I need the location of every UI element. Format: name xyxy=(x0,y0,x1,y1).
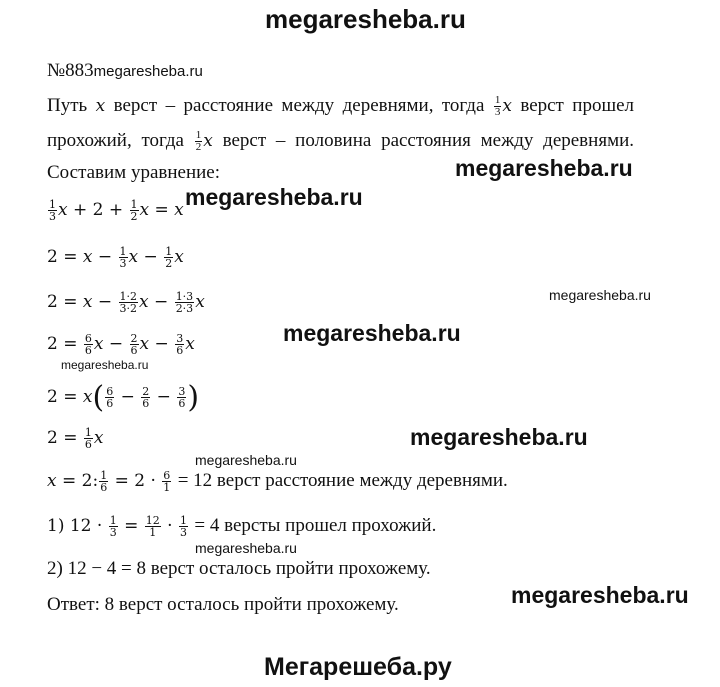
problem-header xyxy=(47,60,203,82)
equation-5: 2 = x( $\frac{6}{6}$ − $\frac{2}{6}$ − $\frac{3}{6}$ ) xyxy=(47,380,200,415)
equation-6: 2 = $\frac{1}{6}$ x xyxy=(47,426,104,451)
intro-text: прохожий, тогда xyxy=(47,130,184,151)
fraction-one-third: $\frac{1}{3}$ xyxy=(494,94,501,119)
step-2: 2) 12 − 4 = 8 верст осталось пройти прохожему. xyxy=(47,558,431,579)
watermark-left-small-1: megaresheba.ru xyxy=(61,358,149,372)
watermark-center-small: megaresheba.ru xyxy=(195,452,297,468)
answer: Ответ: 8 верст осталось пройти прохожему. xyxy=(47,594,399,615)
equation-4: 2 = $\frac{6}{6}$ x − $\frac{2}{6}$ x − $\frac{3}{6}$ x xyxy=(47,332,195,357)
watermark-left-small-2: megaresheba.ru xyxy=(195,540,297,556)
watermark-center: megaresheba.ru xyxy=(283,320,461,346)
intro-text-end: верст – половина расстояния между деревнями. xyxy=(222,130,635,151)
intro-word-path: Путь xyxy=(47,95,88,116)
watermark-bottom-right: megaresheba.ru xyxy=(511,582,689,608)
watermark-inline: megaresheba.ru xyxy=(93,63,203,80)
intro-text: верст – расстояние между деревнями, тогда xyxy=(113,95,485,116)
watermark-footer: Мегарешеба.ру xyxy=(264,653,452,681)
watermark-top: megaresheba.ru xyxy=(265,4,466,34)
step-1: 1) 12 · $\frac{1}{3}$ = $\frac{12}{1}$ · $\frac{1}{3}$ = 4 версты прошел прохожий. xyxy=(47,514,437,539)
watermark-right-bold-2: megaresheba.ru xyxy=(410,424,588,450)
intro-text-end: верст прошел xyxy=(520,95,634,116)
equation-7: x = 2: $\frac{1}{6}$ = 2 · $\frac{6}{1}$ = 12 верст расстояние между деревнями. xyxy=(47,469,508,494)
watermark-right-small: megaresheba.ru xyxy=(549,287,651,303)
watermark-mid-right: megaresheba.ru xyxy=(455,155,633,181)
intro-line-3: Составим уравнение: xyxy=(47,162,221,183)
equation-3: 2 = x − $\frac{1\cdot 2}{3\cdot 2}$ x − $\frac{1\cdot 3}{2\cdot 3}$ x xyxy=(47,290,205,315)
var-x: x xyxy=(95,96,106,116)
equation-2: 2 = x − $\frac{1}{3}$ x − $\frac{1}{2}$ x xyxy=(47,245,184,270)
problem-number: №883 xyxy=(47,60,94,81)
fraction-one-half: $\frac{1}{2}$ xyxy=(195,129,202,154)
intro-line-1: Путь x верст – расстояние между деревнями, тогда $\frac{1}{3}$ x верст прошел xyxy=(47,94,634,119)
intro-line-2: прохожий, тогда $\frac{1}{2}$ x верст – половина расстояния между деревнями. xyxy=(47,129,635,154)
watermark-eq1: megaresheba.ru xyxy=(185,184,363,210)
equation-1: $\frac{1}{3}$ x + 2 + $\frac{1}{2}$ x = x xyxy=(49,198,184,223)
